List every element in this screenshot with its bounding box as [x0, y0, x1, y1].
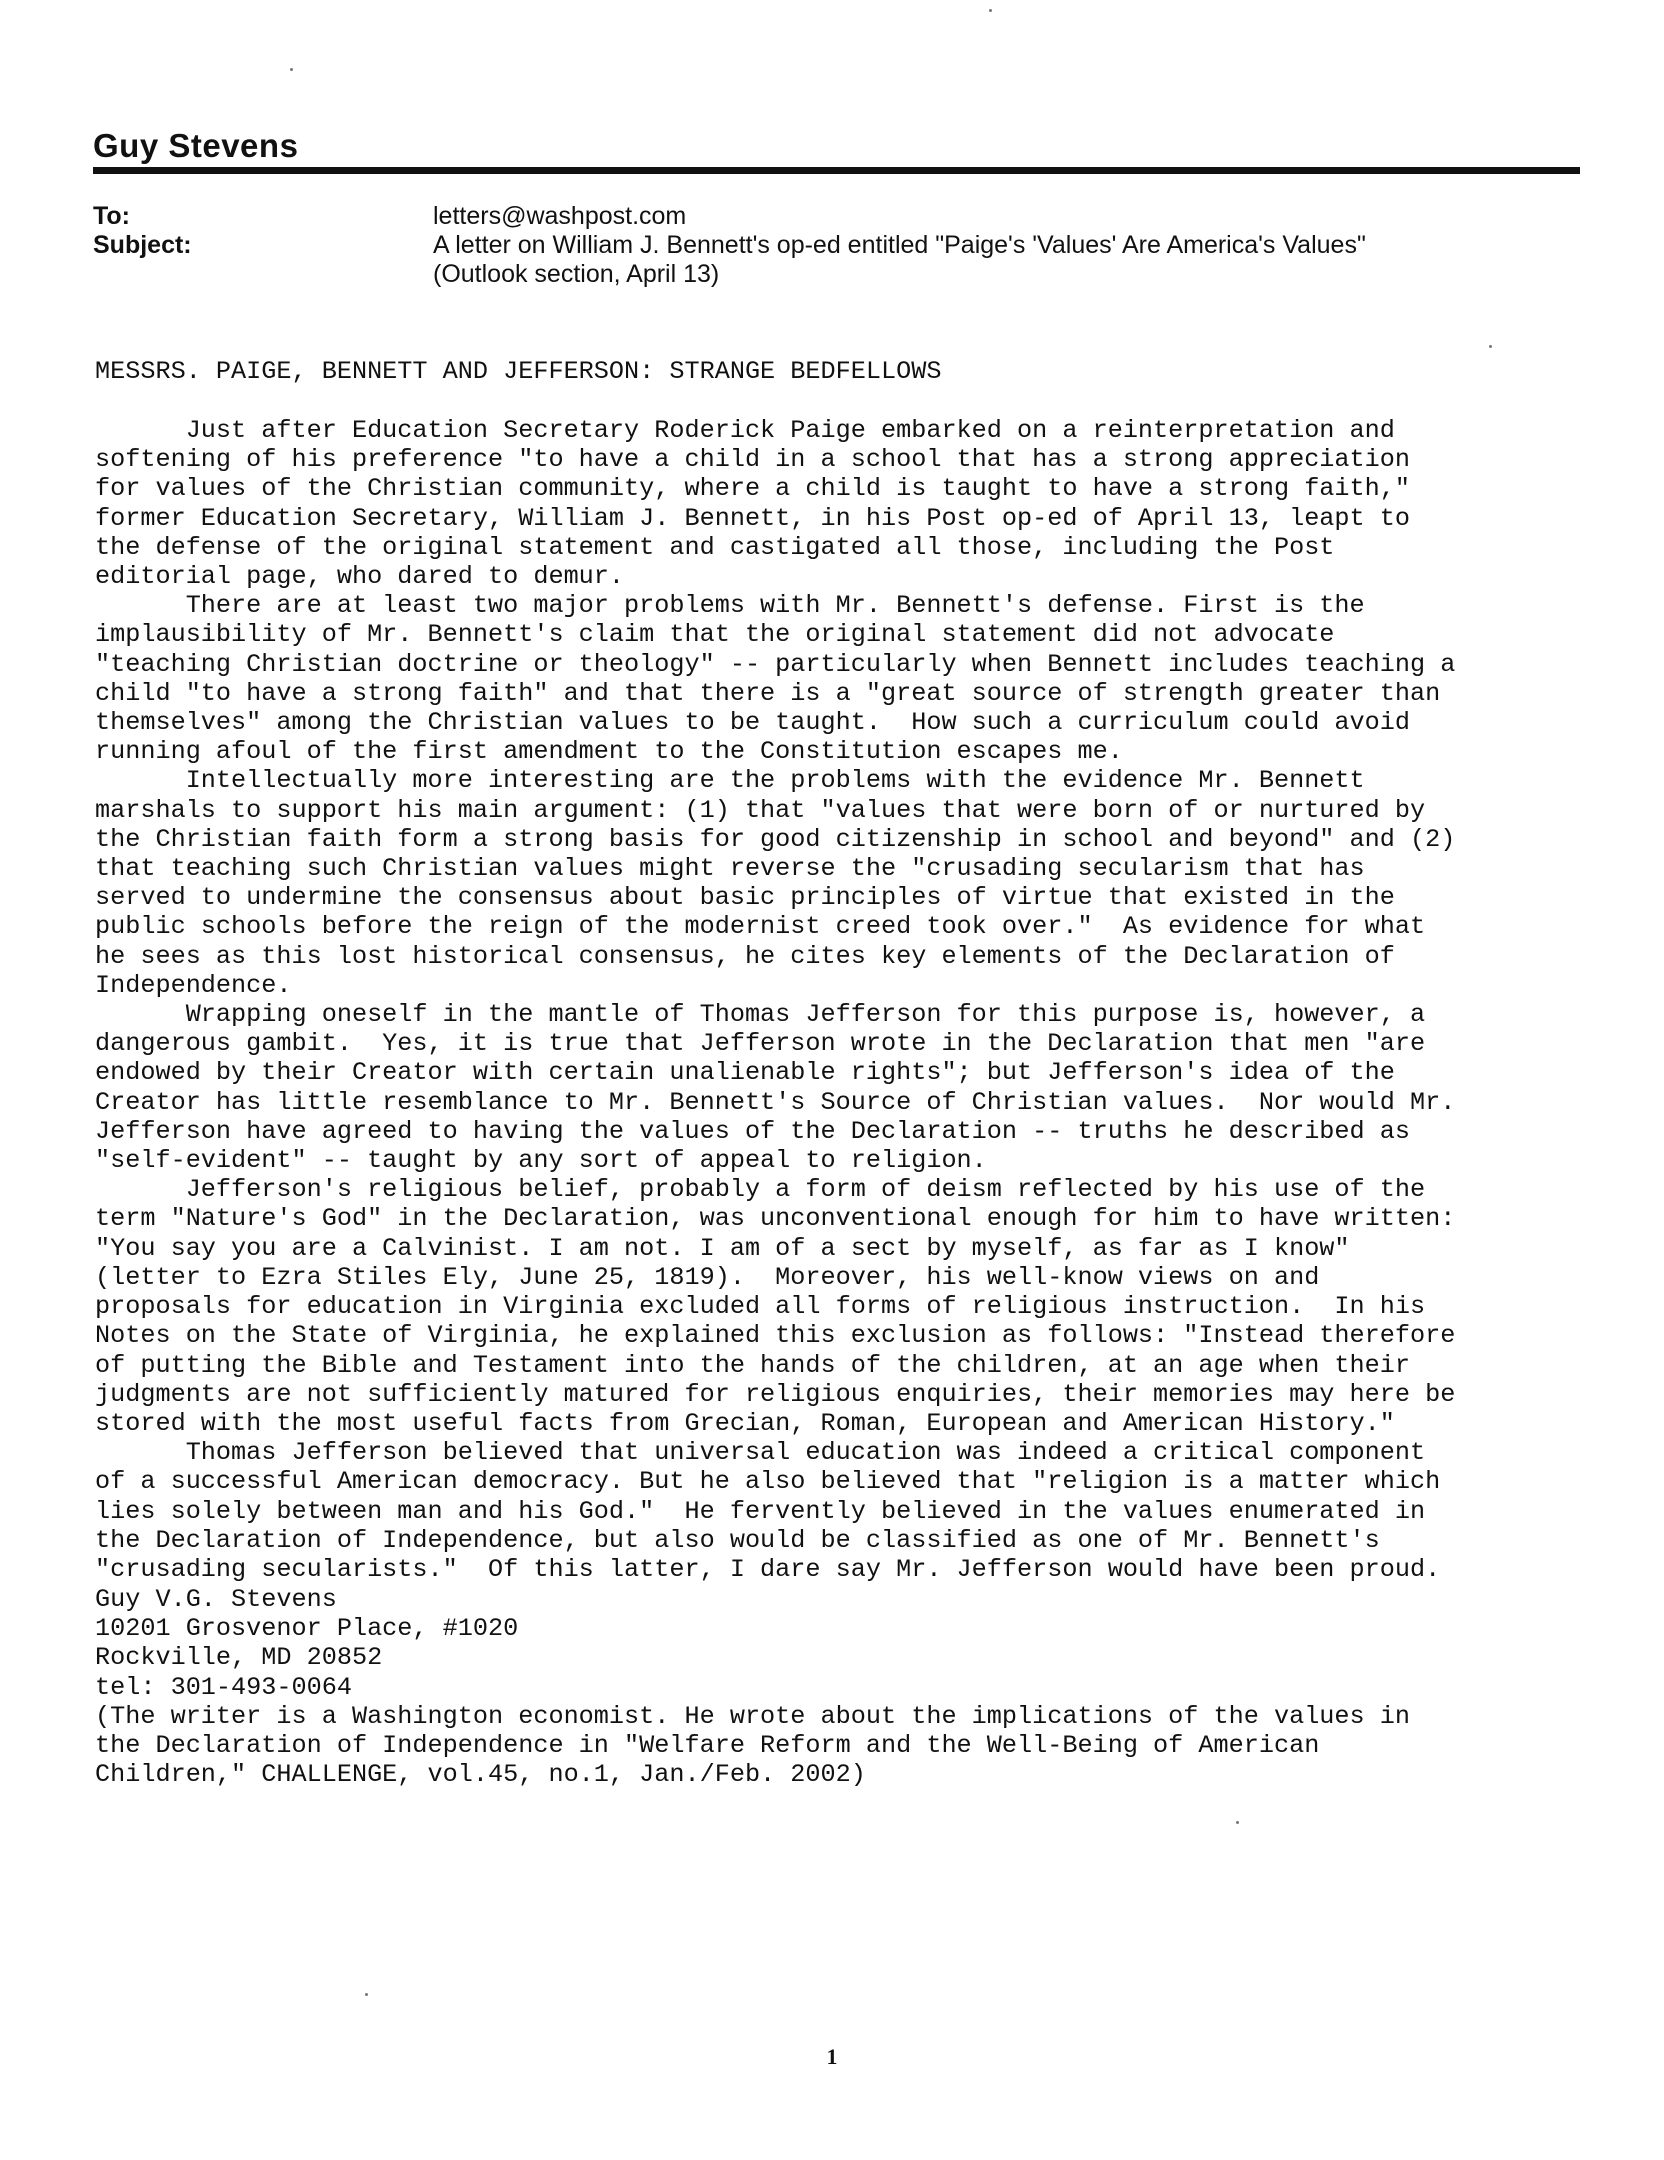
paragraph-line: marshals to support his main argument: (1) that "values that were born of or nurtured by: [95, 795, 1426, 825]
paragraph-line: "self-evident" -- taught by any sort of appeal to religion.: [95, 1146, 987, 1176]
page-number: 1: [826, 2044, 838, 2069]
paragraph-line: Jefferson have agreed to having the values of the Declaration -- truths he described as: [95, 1116, 1411, 1146]
paragraph-line: the Declaration of Independence, but also would be classified as one of Mr. Bennett's: [95, 1525, 1380, 1555]
paragraph-line: (letter to Ezra Stiles Ely, June 25, 1819). Moreover, his well-know views on and: [95, 1262, 1320, 1292]
letter-paragraph: [95, 416, 1455, 591]
scan-speck: [989, 9, 992, 12]
paragraph-line: child "to have a strong faith" and that there is a "great source of strength greater than: [95, 678, 1441, 708]
letter-body: [95, 416, 1455, 1584]
paragraph-line: Independence.: [95, 970, 292, 1000]
scan-speck: [1489, 345, 1492, 348]
paragraph-line: served to undermine the consensus about basic principles of virtue that existed in the: [95, 883, 1395, 913]
subject-line: A letter on William J. Bennett's op-ed entitled "Paige's 'Values' Are America's Values": [433, 231, 1366, 259]
paragraph-line: former Education Secretary, William J. Bennett, in his Post op-ed of April 13, leapt to: [95, 503, 1411, 533]
paragraph-line: "crusading secularists." Of this latter, I dare say Mr. Jefferson would have been proud.: [95, 1554, 1441, 1584]
signature-line: Rockville, MD 20852: [95, 1643, 383, 1673]
scan-speck: [365, 1993, 368, 1996]
subject-line: (Outlook section, April 13): [433, 260, 720, 288]
signature-line: (The writer is a Washington economist. He wrote about the implications of the values in: [95, 1701, 1411, 1731]
letter-paragraph: [95, 1438, 1455, 1584]
paragraph-line: running afoul of the first amendment to the Constitution escapes me.: [95, 737, 1123, 767]
paragraph-line: "You say you are a Calvinist. I am not. I am of a sect by myself, as far as I know": [95, 1233, 1350, 1263]
signature-block: [95, 1585, 1410, 1789]
paragraph-line: proposals for education in Virginia excluded all forms of religious instruction. In his: [95, 1292, 1426, 1322]
signature-line: Children," CHALLENGE, vol.45, no.1, Jan./Feb. 2002): [95, 1760, 866, 1790]
paragraph-line: Wrapping oneself in the mantle of Thomas Jefferson for this purpose is, however, a: [95, 1000, 1426, 1030]
paragraph-line: Thomas Jefferson believed that universal education was indeed a critical component: [95, 1438, 1426, 1468]
header-rule: [93, 167, 1580, 174]
paragraph-line: softening of his preference "to have a child in a school that has a strong appreciation: [95, 445, 1411, 475]
sender-name: Guy Stevens: [93, 127, 299, 164]
paragraph-line: Notes on the State of Virginia, he explained this exclusion as follows: "Instead therefore: [95, 1321, 1456, 1351]
email-meta: [93, 202, 1583, 289]
paragraph-line: of a successful American democracy. But he also believed that "religion is a matter which: [95, 1467, 1441, 1497]
paragraph-line: term "Nature's God" in the Declaration, was unconventional enough for him to have written:: [95, 1204, 1456, 1234]
paragraph-line: Creator has little resemblance to Mr. Bennett's Source of Christian values. Nor would Mr.: [95, 1087, 1456, 1117]
paragraph-line: stored with the most useful facts from Grecian, Roman, European and American History.": [95, 1408, 1395, 1438]
paragraph-line: that teaching such Christian values might reverse the "crusading secularism that has: [95, 854, 1365, 884]
to-label: To:: [93, 202, 131, 230]
signature-line: 10201 Grosvenor Place, #1020: [95, 1614, 519, 1644]
paragraph-line: he sees as this lost historical consensus, he cites key elements of the Declaration of: [95, 941, 1395, 971]
signature-line: tel: 301-493-0064: [95, 1672, 352, 1702]
scan-speck: [290, 68, 293, 71]
paragraph-line: Intellectually more interesting are the problems with the evidence Mr. Bennett: [95, 766, 1365, 796]
paragraph-line: Jefferson's religious belief, probably a form of deism reflected by his use of the: [95, 1175, 1426, 1205]
to-row: [93, 202, 1583, 231]
letter-paragraph: [95, 766, 1455, 1000]
paragraph-line: There are at least two major problems with Mr. Bennett's defense. First is the: [95, 591, 1365, 621]
paragraph-line: endowed by their Creator with certain unalienable rights"; but Jefferson's idea of the: [95, 1058, 1395, 1088]
paragraph-line: public schools before the reign of the modernist creed took over." As evidence for what: [95, 912, 1426, 942]
letter-paragraph: [95, 1175, 1455, 1438]
paragraph-line: the Christian faith form a strong basis for good citizenship in school and beyond" and (2): [95, 824, 1456, 854]
paragraph-line: editorial page, who dared to demur.: [95, 562, 625, 592]
scan-speck: [1236, 1821, 1239, 1824]
letter-heading: MESSRS. PAIGE, BENNETT AND JEFFERSON: STRANGE BEDFELLOWS: [95, 357, 942, 386]
paragraph-line: the defense of the original statement and castigated all those, including the Post: [95, 532, 1335, 562]
paragraph-line: themselves" among the Christian values to be taught. How such a curriculum could avoid: [95, 708, 1411, 738]
paragraph-line: for values of the Christian community, where a child is taught to have a strong faith,": [95, 474, 1411, 504]
letter-paragraph: [95, 1000, 1455, 1175]
subject-row: [93, 231, 1583, 289]
paragraph-line: of putting the Bible and Testament into the hands of the children, at an age when their: [95, 1350, 1411, 1380]
paragraph-line: lies solely between man and his God." He fervently believed in the values enumerated in: [95, 1496, 1426, 1526]
to-value: letters@washpost.com: [433, 202, 687, 230]
subject-label: Subject:: [93, 231, 192, 259]
paragraph-line: judgments are not sufficiently matured for religious enquiries, their memories may here be: [95, 1379, 1456, 1409]
subject-value: [433, 231, 1583, 289]
signature-line: Guy V.G. Stevens: [95, 1585, 337, 1614]
signature-line: the Declaration of Independence in "Welfare Reform and the Well-Being of American: [95, 1731, 1320, 1761]
letter-paragraph: [95, 591, 1455, 766]
paragraph-line: dangerous gambit. Yes, it is true that Jefferson wrote in the Declaration that men "are: [95, 1029, 1426, 1059]
paragraph-line: "teaching Christian doctrine or theology" -- particularly when Bennett includes teaching a: [95, 649, 1456, 679]
paragraph-line: implausibility of Mr. Bennett's claim that the original statement did not advocate: [95, 620, 1335, 650]
paragraph-line: Just after Education Secretary Roderick Paige embarked on a reinterpretation and: [95, 416, 1395, 445]
